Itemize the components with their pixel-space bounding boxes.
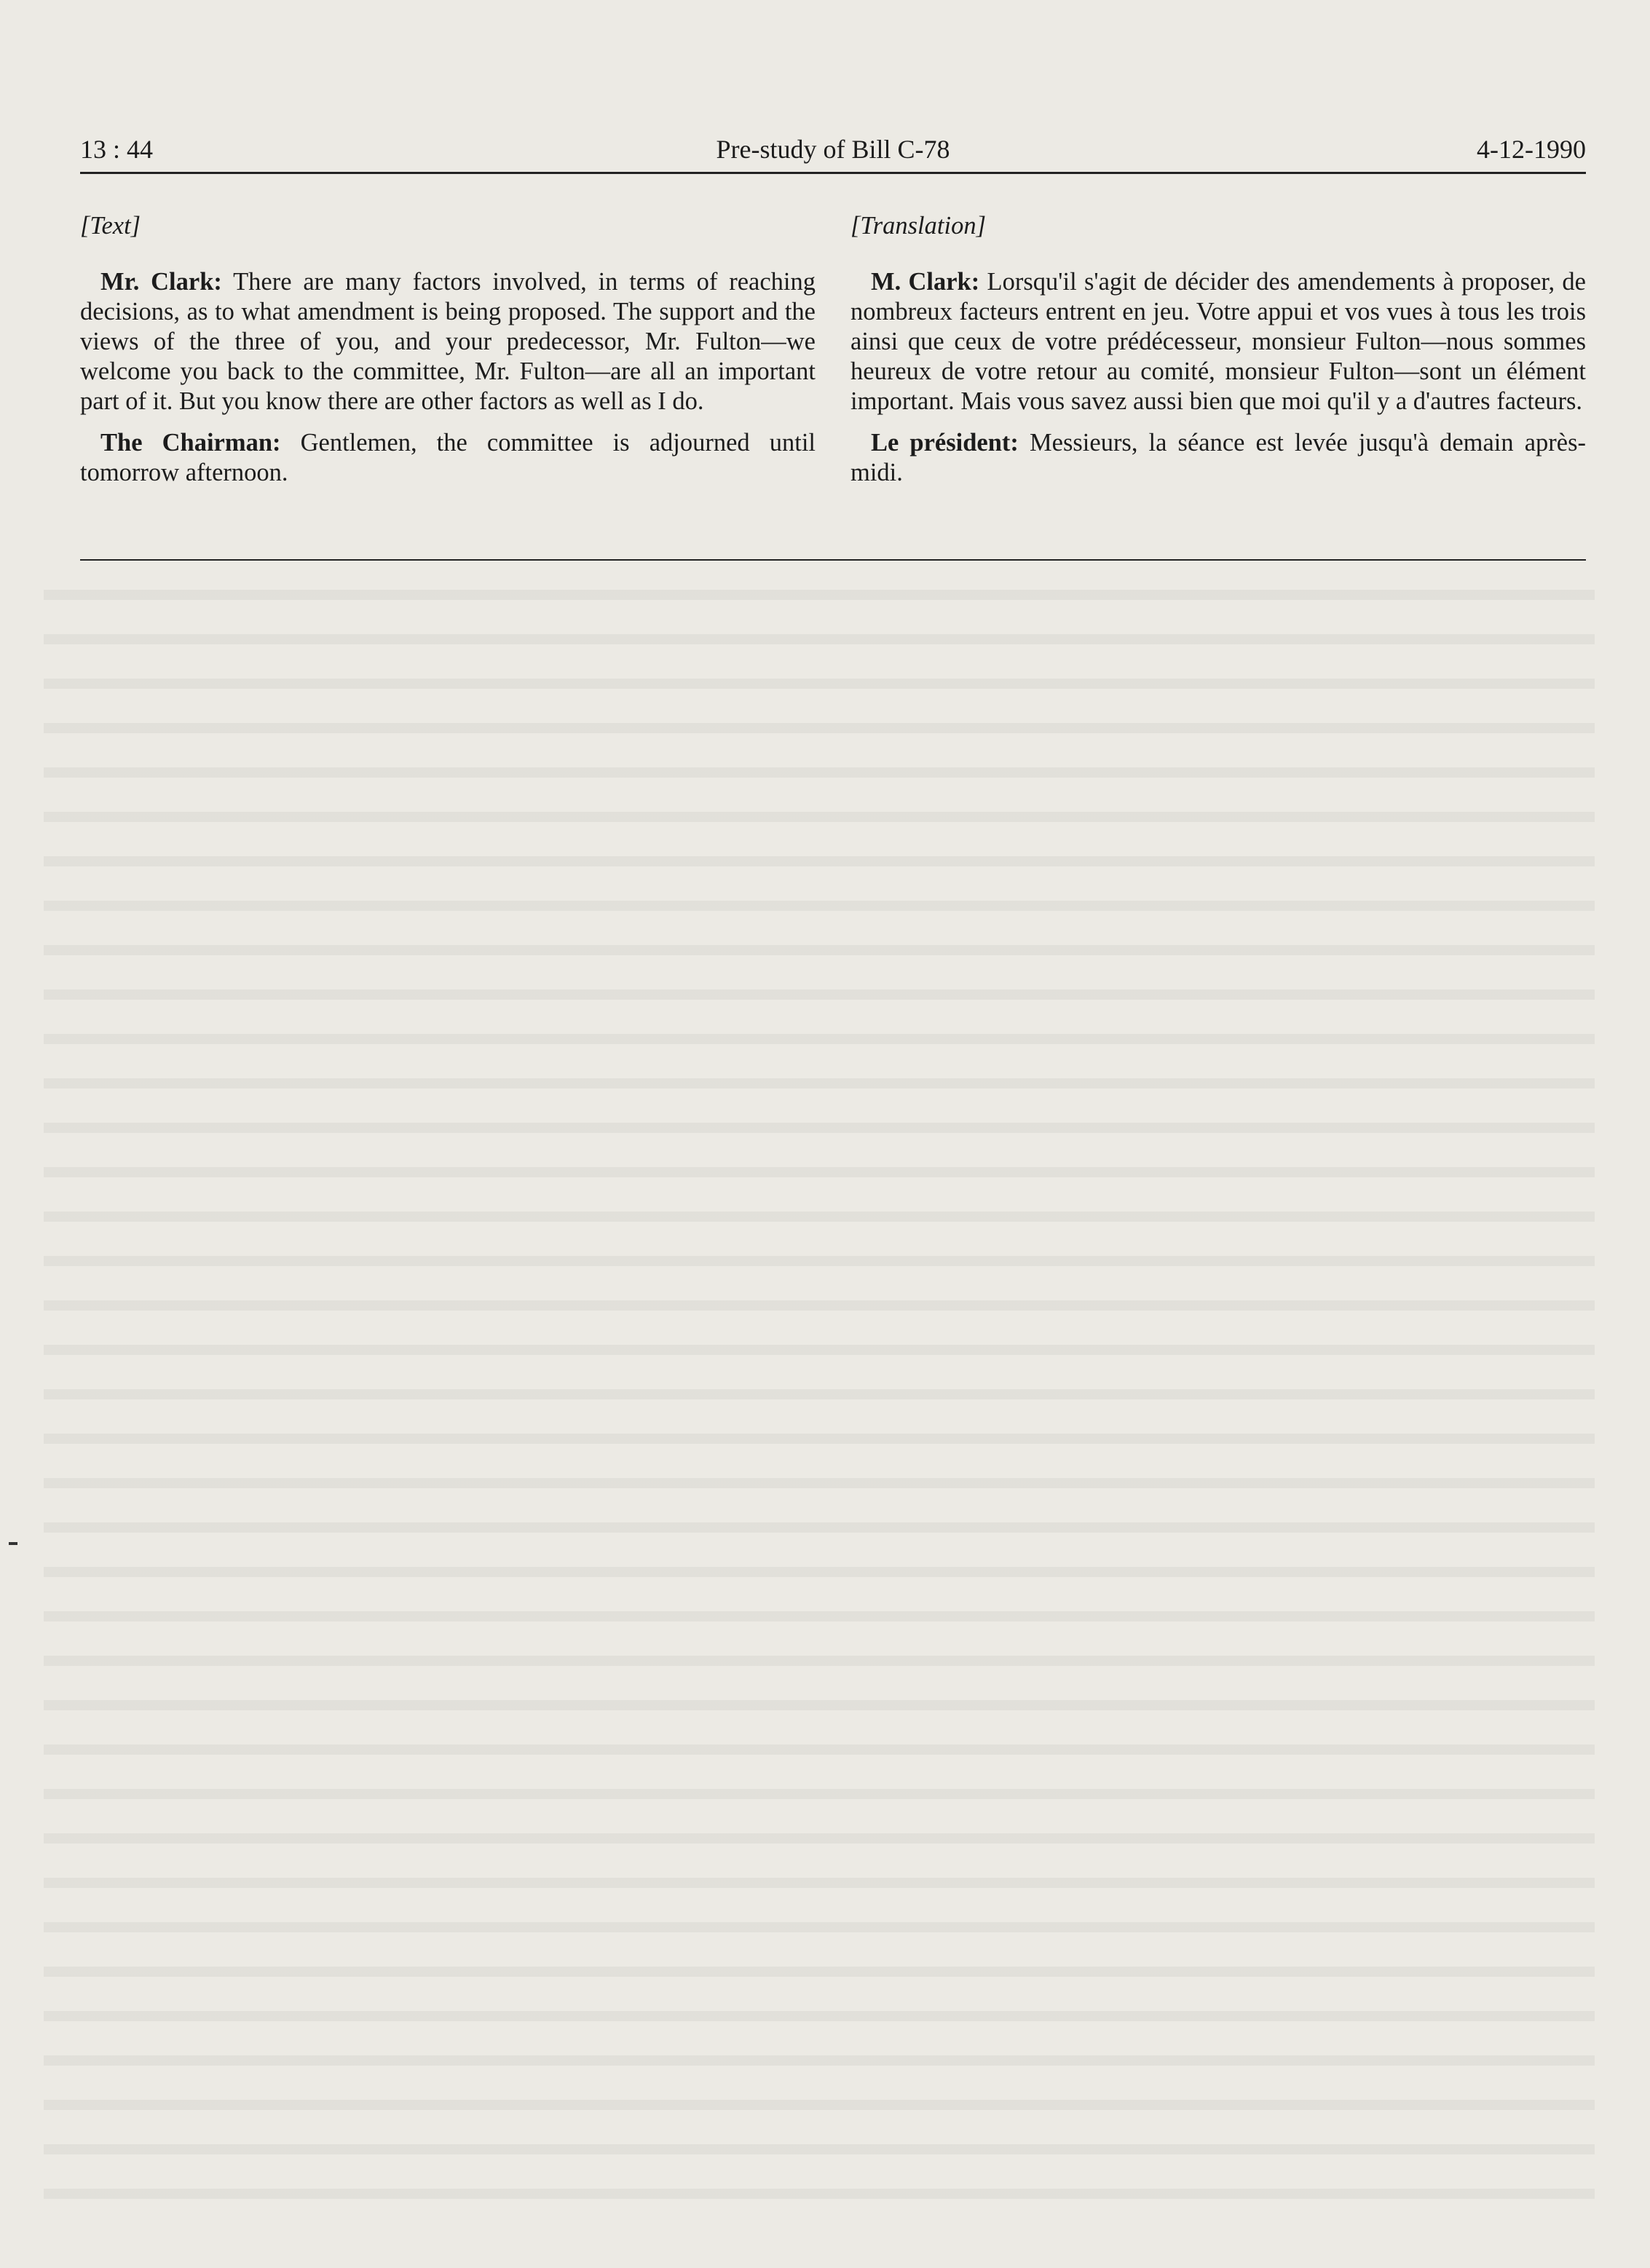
paragraph-text: Messieurs, la séance est levée jusqu'à demain après-midi. xyxy=(850,429,1586,486)
paragraph-clark-en xyxy=(80,267,816,416)
english-column xyxy=(80,211,816,499)
page-number: 13 : 44 xyxy=(80,135,154,164)
paragraph-clark-fr xyxy=(850,267,1586,416)
speaker-name: Mr. Clark: xyxy=(100,268,222,296)
paragraph-text: Gentlemen, the committee is adjourned until tomorrow afternoon. xyxy=(80,429,816,486)
document-title: Pre-study of Bill C-78 xyxy=(716,135,950,164)
document-date: 4-12-1990 xyxy=(1477,135,1586,164)
page-header xyxy=(80,131,1586,174)
paragraph-chairman-en xyxy=(80,428,816,488)
speaker-name: Le président: xyxy=(871,429,1019,457)
bleed-through-texture xyxy=(44,568,1595,2206)
translation-label: [Translation] xyxy=(850,212,986,240)
french-column xyxy=(850,211,1586,499)
text-label: [Text] xyxy=(80,212,141,240)
speaker-name: The Chairman: xyxy=(100,429,281,457)
margin-mark xyxy=(9,1542,17,1545)
paragraph-president-fr xyxy=(850,428,1586,488)
paragraph-text: There are many factors involved, in terms of reaching decisions, as to what amendment is being proposed. The support and the views of the three of you, and your predecessor, Mr. Fulton—we welcome you back to the committee, Mr. Fulton—are all an important part of it. But you know there are other factors as well as I do. xyxy=(80,268,816,415)
paragraph-text: Lorsqu'il s'agit de décider des amendements à proposer, de nombreux facteurs entrent en jeu. Votre appui et vos vues à tous les trois ainsi que ceux de votre prédécesseur, monsieur Fulton—nous sommes heureux de votre retour au comité, monsieur Fulton—sont un élément important. Mais vous savez aussi bien que moi qu'il y a d'autres facteurs. xyxy=(850,268,1586,415)
speaker-name: M. Clark: xyxy=(871,268,980,296)
end-rule xyxy=(80,559,1586,561)
